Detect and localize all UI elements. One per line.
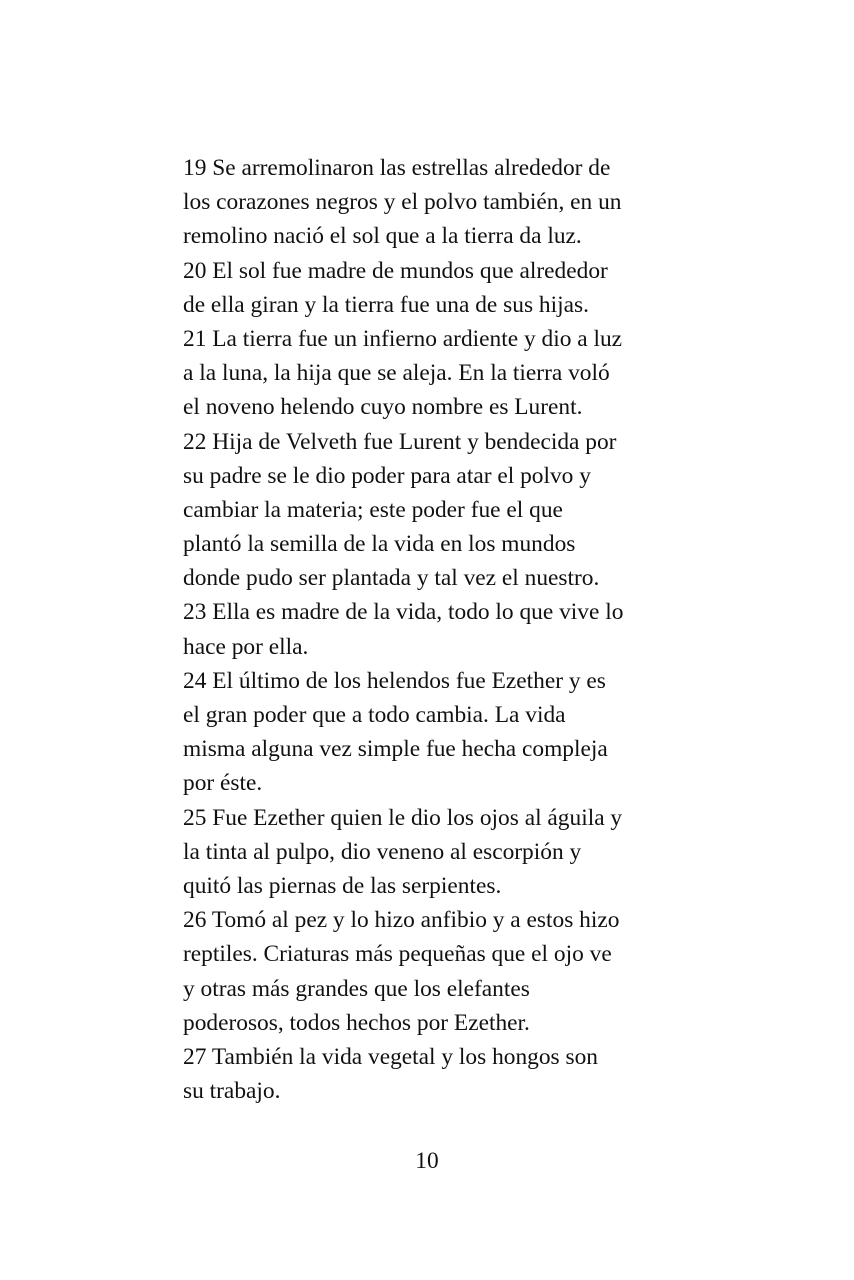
text-line: por éste. bbox=[183, 770, 263, 797]
text-line: 23 Ella es madre de la vida, todo lo que vive lo bbox=[183, 599, 624, 626]
text-line: remolino nació el sol que a la tierra da luz. bbox=[183, 223, 582, 250]
text-line: 20 El sol fue madre de mundos que alrededor bbox=[183, 257, 608, 284]
text-line: cambiar la materia; este poder fue el que bbox=[183, 496, 563, 523]
text-line: el gran poder que a todo cambia. La vida bbox=[183, 702, 566, 728]
text-line: 27 También la vida vegetal y los hongos son bbox=[183, 1043, 599, 1070]
text-line: los corazones negros y el polvo también, en un bbox=[183, 189, 622, 216]
text-line: poderosos, todos hechos por Ezether. bbox=[183, 1009, 530, 1036]
text-line: su padre se le dio poder para atar el polvo y bbox=[183, 462, 591, 489]
text-line: el noveno helendo cuyo nombre es Lurent. bbox=[183, 394, 583, 421]
text-line: donde pudo ser plantada y tal vez el nuestro. bbox=[183, 565, 600, 592]
text-line: reptiles. Criaturas más pequeñas que el ojo ve bbox=[183, 941, 612, 968]
text-line: 25 Fue Ezether quien le dio los ojos al águila y bbox=[183, 804, 623, 831]
page-number: 10 bbox=[415, 1148, 439, 1174]
text-line: plantó la semilla de la vida en los mundos bbox=[183, 531, 576, 558]
body-text bbox=[183, 151, 683, 1108]
text-line: quitó las piernas de las serpientes. bbox=[183, 872, 502, 899]
text-line: la tinta al pulpo, dio veneno al escorpión y bbox=[183, 838, 582, 865]
text-line: 19 Se arremolinaron las estrellas alrededor de bbox=[183, 155, 611, 181]
text-line: y otras más grandes que los elefantes bbox=[183, 975, 530, 1002]
text-line: 21 La tierra fue un infierno ardiente y dio a luz bbox=[183, 325, 623, 352]
text-line: misma alguna vez simple fue hecha compleja bbox=[183, 736, 608, 763]
text-line: de ella giran y la tierra fue una de sus hijas. bbox=[183, 291, 589, 318]
text-line: a la luna, la hija que se aleja. En la tierra voló bbox=[183, 360, 610, 387]
text-line: hace por ella. bbox=[183, 633, 309, 660]
text-line: 24 El último de los helendos fue Ezether y es bbox=[183, 667, 606, 694]
text-line: 22 Hija de Velveth fue Lurent y bendecida por bbox=[183, 428, 617, 455]
text-line: su trabajo. bbox=[183, 1078, 281, 1105]
text-line: 26 Tomó al pez y lo hizo anfibio y a estos hizo bbox=[183, 907, 620, 934]
